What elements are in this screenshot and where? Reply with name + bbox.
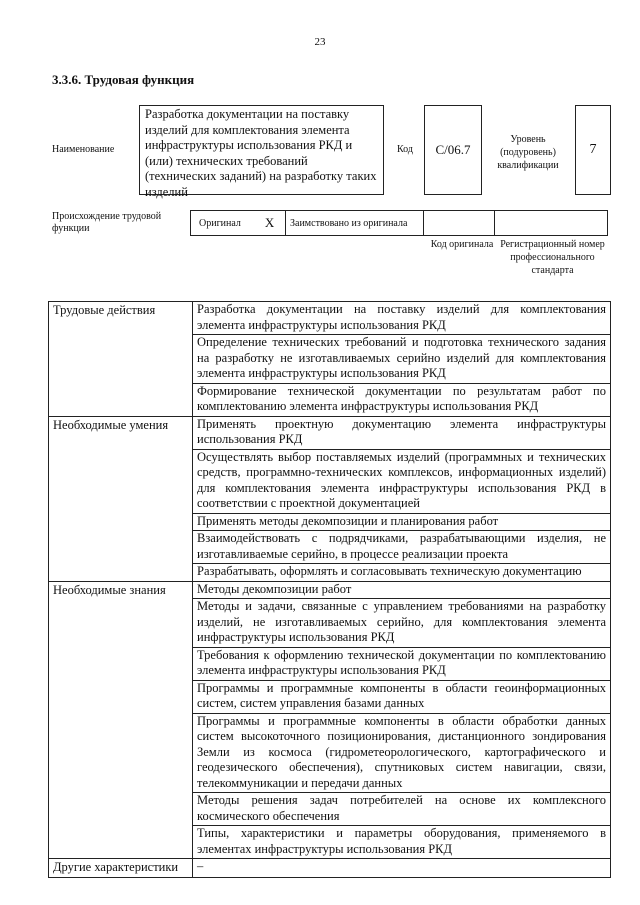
origin-label: Происхождение трудовой функции	[52, 211, 162, 234]
function-table-body	[49, 302, 611, 878]
code-original-label: Код оригинала	[430, 239, 494, 250]
code-original-cell	[423, 210, 495, 236]
original-cell	[190, 210, 286, 236]
item-cell: Типы, характеристики и параметры оборудования, применяемого в элементах инфраструктуры использования РКД	[193, 826, 611, 859]
table-row	[49, 859, 611, 878]
category-cell: Необходимые умения	[49, 416, 193, 581]
item-cell: Определение технических требований и подготовка технического задания на разработку не изготавливаемых серийно изделий для комплектования элемента инфраструктуры использования РКД	[193, 335, 611, 384]
item-cell: Методы и задачи, связанные с управлением требованиями на разработку изделий, не изготавливаемых серийно, для комплектования элемента инфраструктуры использования РКД	[193, 599, 611, 648]
item-cell: Программы и программные компоненты в области обработки данных систем высокоточного позиционирования, дистанционного зондирования Земли из космоса (гидрометеорологического, картографического и геодезического обеспечения), спутниковых систем навигации, связи, телекоммуникации и передачи данных	[193, 713, 611, 793]
table-row	[49, 302, 611, 335]
name-label: Наименование	[52, 144, 115, 155]
borrowed-cell	[285, 210, 424, 236]
item-cell: Применять методы декомпозиции и планирования работ	[193, 513, 611, 531]
item-cell: Применять проектную документацию элемента инфраструктуры использования РКД	[193, 416, 611, 449]
category-cell: Необходимые знания	[49, 581, 193, 859]
original-mark: X	[264, 215, 275, 230]
item-cell: Методы декомпозиции работ	[193, 581, 611, 599]
item-cell: Методы решения задач потребителей на основе их комплексного космического обеспечения	[193, 793, 611, 826]
function-name-box: Разработка документации на поставку изделий для комплектования элемента инфраструктуры использования РКД и (или) технических требований (технических заданий) на разработку таких изделий	[139, 105, 384, 195]
level-label: Уровень (подуровень) квалификации	[497, 134, 559, 171]
page-number: 23	[314, 36, 326, 48]
table-row	[49, 581, 611, 599]
item-cell: –	[193, 859, 611, 878]
item-cell: Формирование технической документации по результатам работ по комплектованию элемента инфраструктуры использования РКД	[193, 383, 611, 416]
borrowed-label: Заимствовано из оригинала	[290, 217, 408, 229]
origin-row	[190, 210, 609, 236]
category-cell: Трудовые действия	[49, 302, 193, 417]
code-value-box: С/06.7	[424, 105, 482, 195]
original-label: Оригинал	[199, 217, 241, 229]
item-cell: Программы и программные компоненты в области геоинформационных систем, систем управления базами данных	[193, 680, 611, 713]
item-cell: Осуществлять выбор поставляемых изделий (программных и технических средств, программно-технических комплексов, информационных изделий) для комплектования элемента инфраструктуры использования РКД в соответствии с проектной документацией	[193, 449, 611, 513]
code-label: Код	[397, 144, 413, 155]
item-cell: Взаимодействовать с подрядчиками, разрабатывающими изделия, не изготавливаемые серийно, в процессе реализации проекта	[193, 531, 611, 564]
item-cell: Требования к оформлению технической документации по комплектованию элемента инфраструктуры использования РКД	[193, 647, 611, 680]
item-cell: Разработка документации на поставку изделий для комплектования элемента инфраструктуры использования РКД	[193, 302, 611, 335]
item-cell: Разрабатывать, оформлять и согласовывать техническую документацию	[193, 564, 611, 582]
section-heading: 3.3.6. Трудовая функция	[52, 72, 195, 87]
reg-number-cell	[494, 210, 608, 236]
reg-number-label: Регистрационный номер профессионального стандарта	[500, 239, 605, 276]
function-table	[48, 301, 611, 878]
category-cell: Другие характеристики	[49, 859, 193, 878]
level-value-box: 7	[575, 105, 611, 195]
table-row	[49, 416, 611, 449]
